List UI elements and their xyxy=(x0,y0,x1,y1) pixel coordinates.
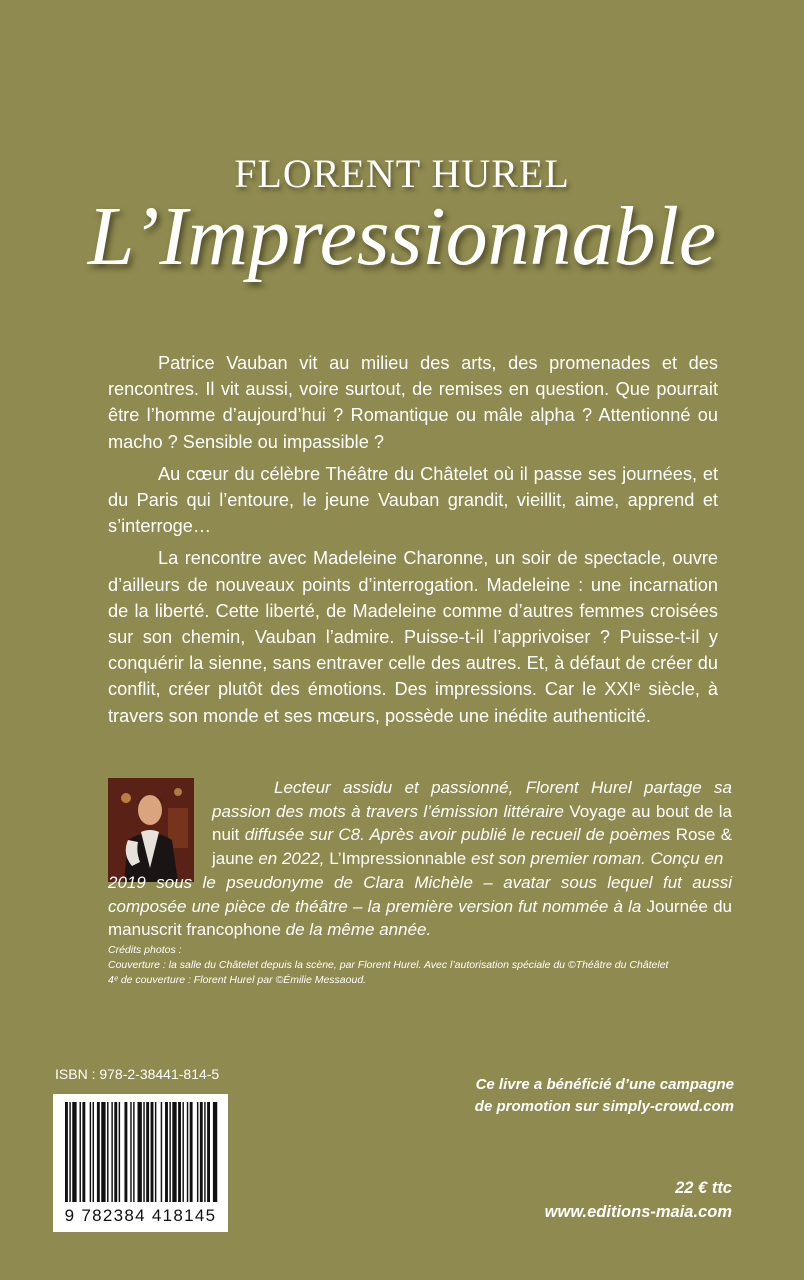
barcode-bar xyxy=(114,1102,117,1202)
bio-text: 2019 sous le pseudonyme de Clara Michèle – avatar sous lequel fut aussi composée une pièce de théâtre – la première version fut nommée à la xyxy=(108,873,732,916)
barcode-bar xyxy=(69,1102,70,1202)
barcode-bar xyxy=(119,1102,120,1202)
barcode-bar xyxy=(207,1102,210,1202)
barcode-bar xyxy=(161,1102,162,1202)
barcode-bar xyxy=(111,1102,112,1202)
author-bio-continued xyxy=(108,871,732,942)
barcode-bar xyxy=(101,1102,105,1202)
blurb xyxy=(108,350,718,729)
barcode-bar xyxy=(90,1102,91,1202)
barcode-bar xyxy=(124,1102,127,1202)
promo-line: de promotion sur simply-crowd.com xyxy=(474,1098,734,1115)
author-portrait-icon xyxy=(108,778,194,882)
bio-text: diffusée sur C8. Après avoir publié le recueil de poèmes xyxy=(239,825,676,844)
bio-text: Lecteur assidu et passionné, Florent Hurel partage sa passion des mots à travers l’émission littéraire xyxy=(212,778,732,821)
barcode-bar xyxy=(200,1102,203,1202)
bio-title-novel: L’Impressionnable xyxy=(329,848,467,868)
isbn-label: ISBN : 978-2-38441-814-5 xyxy=(55,1066,220,1082)
barcode-bar xyxy=(182,1102,183,1202)
promo-line: Ce livre a bénéficié d’une campagne xyxy=(475,1076,734,1093)
barcode-bar xyxy=(204,1102,205,1202)
barcode-bar xyxy=(130,1102,131,1202)
publisher-website: www.editions-maia.com xyxy=(544,1203,732,1221)
barcode-bar xyxy=(97,1102,100,1202)
credits-heading: Crédits photos : xyxy=(108,944,182,956)
barcode-bar xyxy=(190,1102,193,1202)
barcode xyxy=(53,1094,228,1232)
barcode-bar xyxy=(138,1102,142,1202)
author-bio xyxy=(212,776,732,870)
barcode-bar xyxy=(65,1102,68,1202)
barcode-bar xyxy=(107,1102,108,1202)
credits-line: 4ᵉ de couverture : Florent Hurel par ©Émilie Messaoud. xyxy=(108,974,367,986)
bio-title-event: Journée du manuscrit francophone xyxy=(108,896,732,939)
barcode-bar xyxy=(133,1102,134,1202)
photo-credits xyxy=(108,943,768,988)
barcode-bar xyxy=(80,1102,81,1202)
bio-text: est son premier roman. Conçu en xyxy=(466,848,724,868)
barcode-bar xyxy=(172,1102,176,1202)
bio-title-show: Voyage au bout de la nuit xyxy=(212,801,733,844)
barcode-bar xyxy=(178,1102,181,1202)
promotion-note xyxy=(404,1074,734,1118)
credits-line: Couverture : la salle du Châtelet depuis la scène, par Florent Hurel. Avec l’autorisation spéciale du ©Théâtre du Châtelet xyxy=(108,959,669,971)
barcode-bar xyxy=(151,1102,154,1202)
barcode-bar xyxy=(72,1102,76,1202)
barcode-bar xyxy=(146,1102,149,1202)
bio-text: en 2022, xyxy=(253,848,330,868)
barcode-bar xyxy=(213,1102,217,1202)
barcode-bar xyxy=(187,1102,188,1202)
blurb-paragraph: Patrice Vauban vit au milieu des arts, des promenades et des rencontres. Il vit aussi, voire surtout, de remises en question. Que pourrait être l’homme d’aujourd’hui ? Romantique ou mâle alpha ? Attentionné ou macho ? Sensible ou impassible ? xyxy=(108,353,718,452)
author-name: FLORENT HUREL xyxy=(234,151,570,196)
barcode-digits: 9 782384 418145 xyxy=(64,1206,217,1225)
price: 22 € ttc xyxy=(675,1179,732,1197)
barcode-bar xyxy=(197,1102,198,1202)
bio-title-poems: Rose & jaune xyxy=(212,825,732,868)
barcode-bar xyxy=(165,1102,168,1202)
blurb-paragraph: La rencontre avec Madeleine Charonne, un soir de spectacle, ouvre d’ailleurs de nouveaux points d’interrogation. Madeleine : une incarnation de la liberté. Cette liberté, de Madeleine comme d’autres femmes croisées sur son chemin, Vauban l’admire. Puisse-t-il l’apprivoiser ? Puisse-t-il y conquérir la sienne, sans entraver celle des autres. Et, à défaut de créer du conflit, créer plutôt des émotions. Des impressions. Car le XXIᵉ siècle, à travers son monde et ses mœurs, possède une inédite authenticité. xyxy=(108,548,718,726)
barcode-bar xyxy=(169,1102,170,1202)
barcode-bar xyxy=(82,1102,85,1202)
author-photo xyxy=(108,778,194,882)
blurb-paragraph: Au cœur du célèbre Théâtre du Châtelet où il passe ses journées, et du Paris qui l’entoure, le jeune Vauban grandit, vieillit, aime, apprend et s’interroge… xyxy=(108,463,718,537)
barcode-bar xyxy=(93,1102,94,1202)
book-title: L’Impressionnable xyxy=(87,190,717,283)
barcode-bar xyxy=(155,1102,156,1202)
bio-text: de la même année. xyxy=(280,920,432,939)
barcode-bar xyxy=(143,1102,144,1202)
